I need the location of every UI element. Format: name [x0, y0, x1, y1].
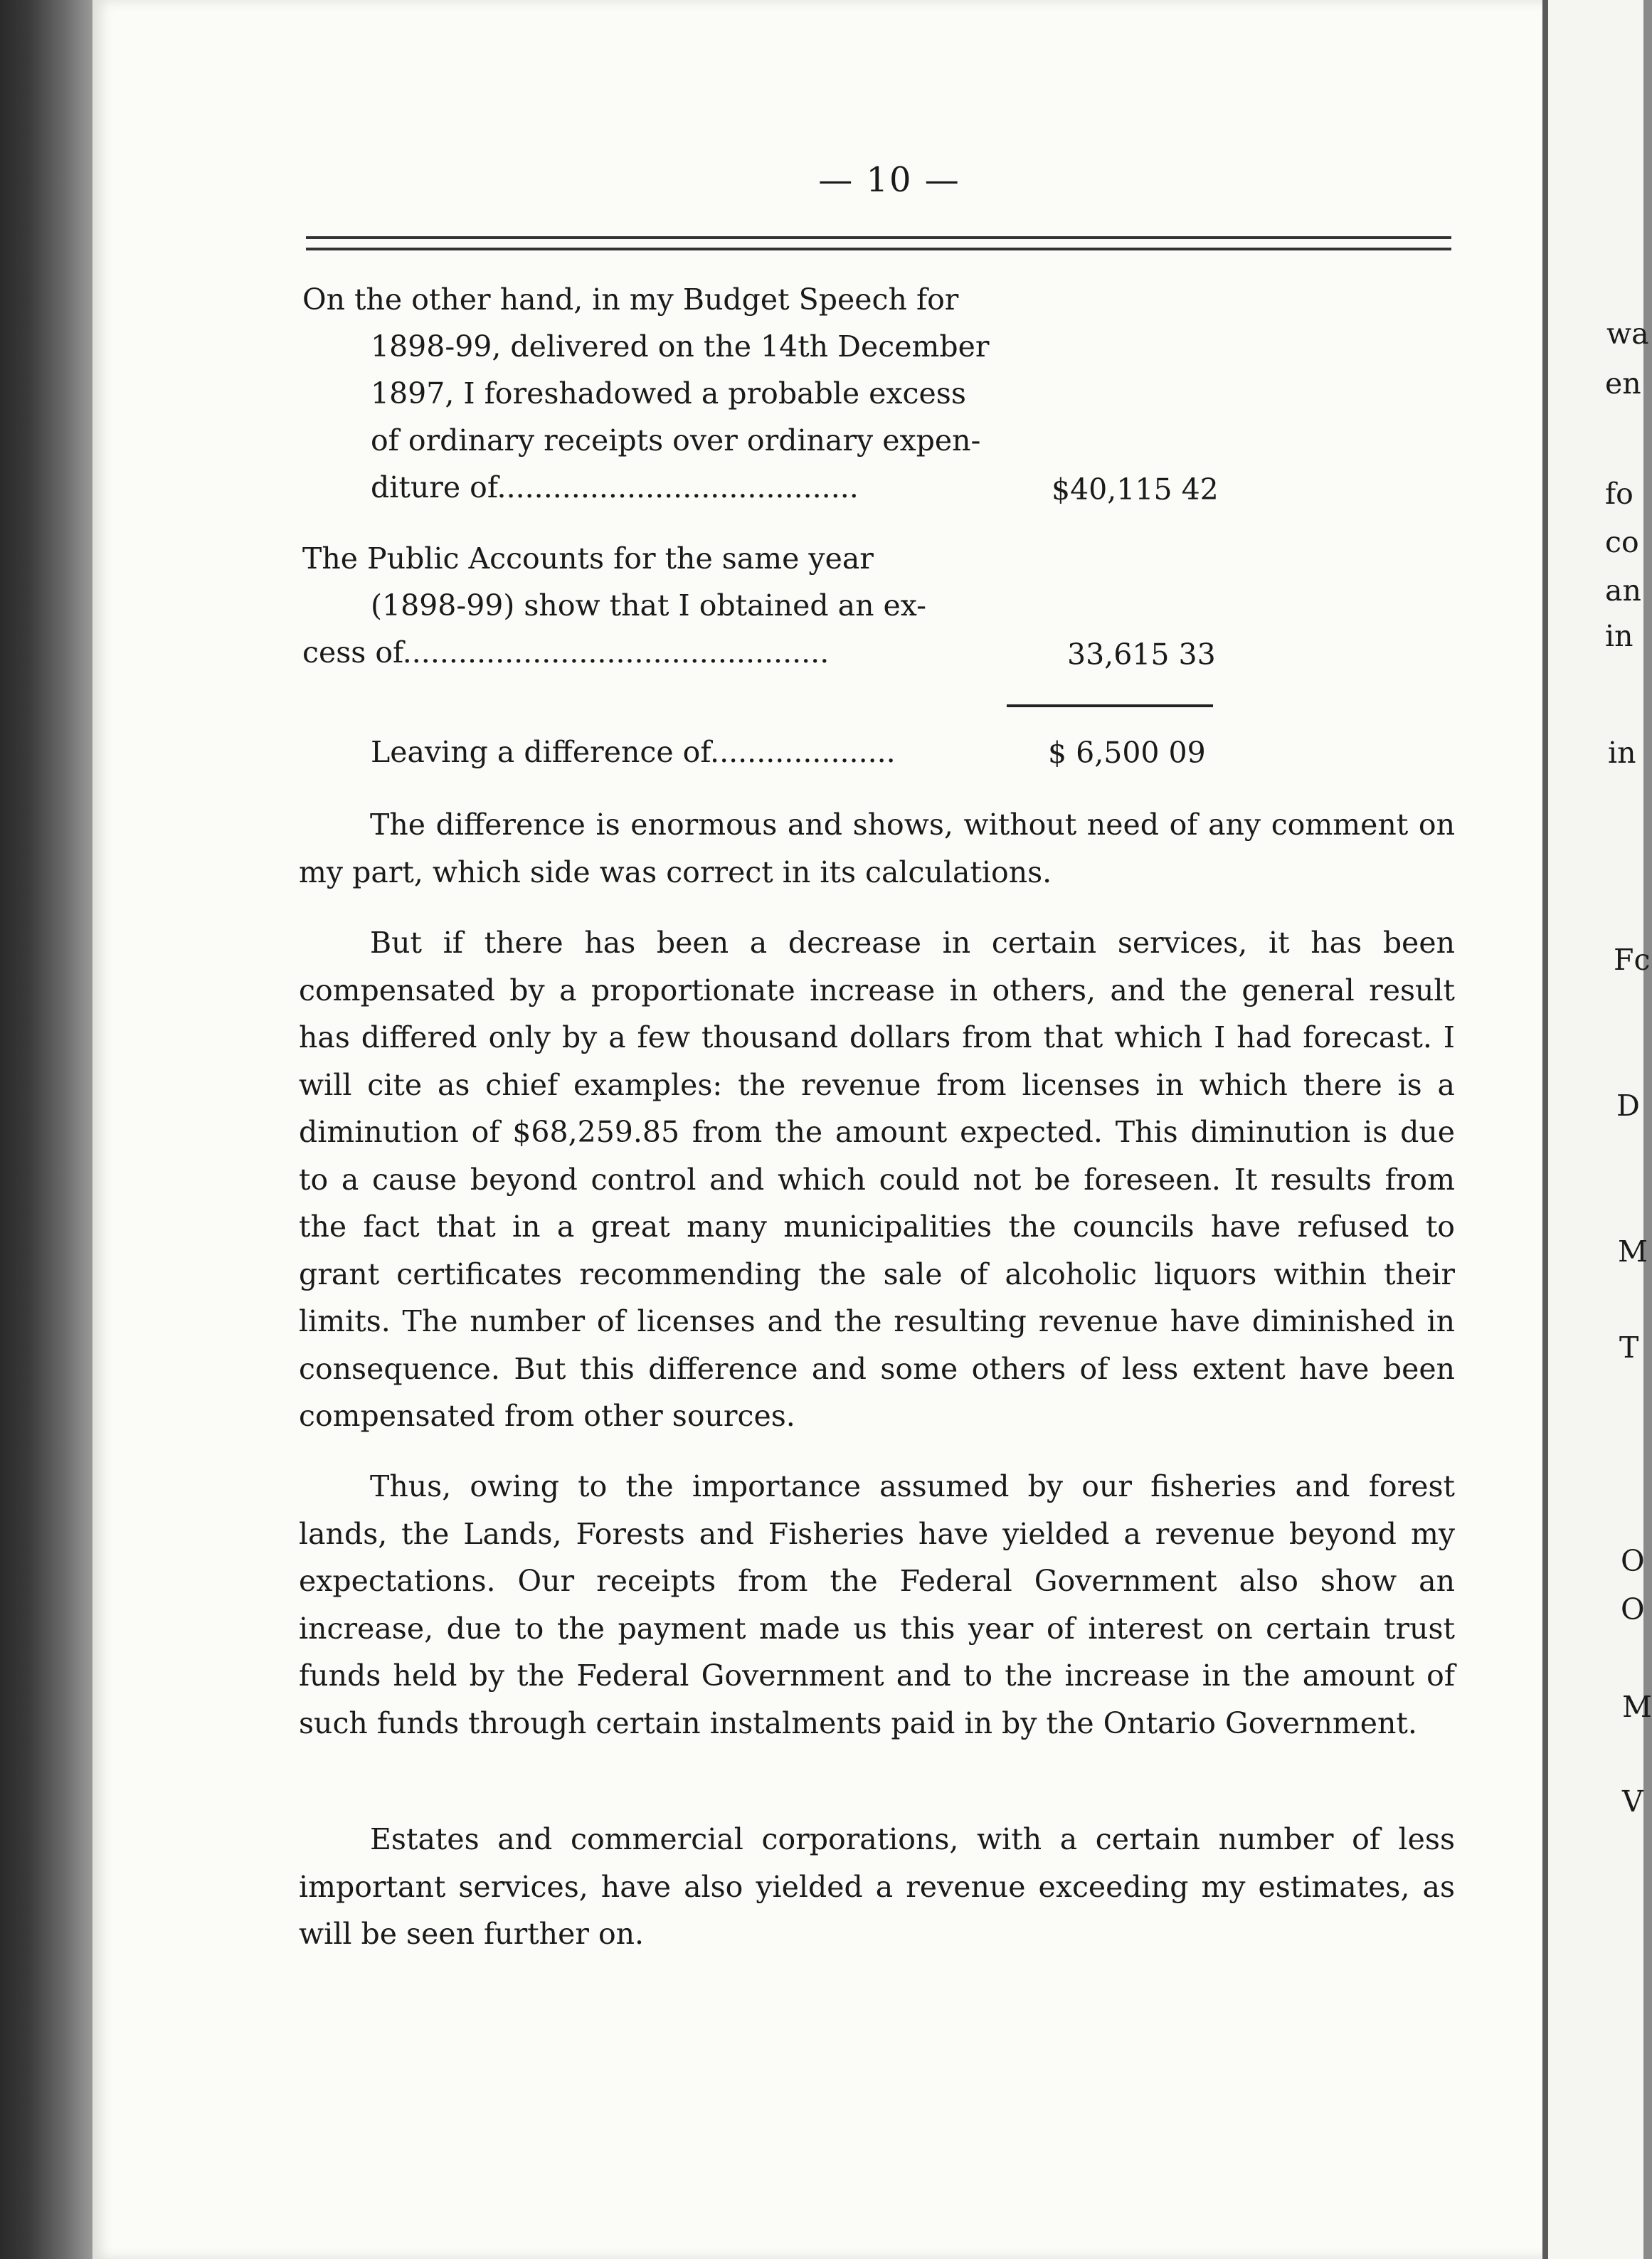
next-page-fragment: in: [1605, 619, 1634, 653]
paragraph-text: The difference is enormous and shows, without need of any comment on my part, which side was correct in its calculations.: [299, 808, 1455, 889]
next-page-fragment: fo: [1605, 477, 1634, 511]
next-page-fragment: O: [1621, 1544, 1645, 1578]
paragraph-services: [299, 919, 1455, 1440]
entry-line: The Public Accounts for the same year: [302, 541, 874, 576]
book-binding: [0, 0, 107, 2259]
entry-line: Leaving a difference of....................: [371, 735, 896, 769]
next-page-fragment: M: [1618, 1234, 1648, 1269]
ledger-entry-public-accounts: [302, 535, 926, 676]
next-page-fragment: Fc: [1614, 943, 1651, 977]
page-number: — 10 —: [818, 160, 960, 200]
entry-line: of ordinary receipts over ordinary expen-: [371, 423, 981, 457]
next-page-fragment: en: [1605, 366, 1641, 401]
next-page-fragment: M: [1622, 1690, 1652, 1724]
paragraph-text: Estates and commercial corporations, with a certain number of less important services, have also yielded a revenue exceeding my estimates, as will be seen further on.: [299, 1822, 1455, 1951]
paragraph-estates: [299, 1816, 1455, 1958]
entry-line: 1897, I foreshadowed a probable excess: [371, 376, 966, 411]
amount-forecast: $40,115 42: [1052, 472, 1219, 507]
next-page-fragment: T: [1619, 1330, 1639, 1365]
paragraph-fisheries: [299, 1463, 1455, 1747]
next-page-fragment: D: [1616, 1089, 1640, 1123]
page-edge: [1542, 0, 1548, 2259]
next-page-fragment: V: [1622, 1784, 1643, 1819]
next-page-fragment: O: [1621, 1592, 1645, 1626]
entry-line: diture of.......................................: [371, 470, 859, 504]
header-rule: [306, 236, 1451, 250]
ledger-entry-budget: [302, 276, 989, 511]
paragraph-text: Thus, owing to the importance assumed by our fisheries and forest lands, the Lands, Forests and Fisheries have yielded a revenue beyond my expectations. Our receipts from the Federal Government also show an increase, due to the payment made us this year of interest on certain trust funds held by the Federal Government and to the increase in the amount of such funds through certain instalments paid in by the Ontario Government.: [299, 1469, 1455, 1740]
entry-line: cess of..............................................: [302, 635, 830, 670]
paragraph-difference: [299, 801, 1455, 896]
entry-line: 1898-99, delivered on the 14th December: [371, 329, 990, 364]
amount-difference: $ 6,500 09: [1048, 736, 1206, 770]
ledger-entry-difference: [371, 729, 896, 776]
next-page-fragment: wa: [1606, 317, 1649, 351]
entry-line: On the other hand, in my Budget Speech for: [302, 282, 959, 317]
sum-rule: [1007, 704, 1213, 707]
paragraph-text: But if there has been a decrease in certain services, it has been compensated by a proportionate increase in others, and the general result has differed only by a few thousand dollars from that which I had forecast. I will cite as chief examples: the revenue from licenses in which there is a diminution of $68,259.85 from the amount expected. This diminution is due to a cause beyond control and which could not be foreseen. It results from the fact that in a great many municipalities the councils have refused to grant certificates recommending the sale of alcoholic liquors within their limits. The number of licenses and the resulting revenue have diminished in consequence. But this difference and some others of less extent have been compensated from other sources.: [299, 926, 1455, 1433]
entry-line: (1898-99) show that I obtained an ex-: [371, 588, 927, 623]
amount-actual: 33,615 33: [1067, 638, 1216, 672]
next-page-fragment: an: [1605, 573, 1641, 608]
next-page-fragment: co: [1605, 525, 1639, 559]
next-page-fragment: in: [1608, 736, 1636, 770]
